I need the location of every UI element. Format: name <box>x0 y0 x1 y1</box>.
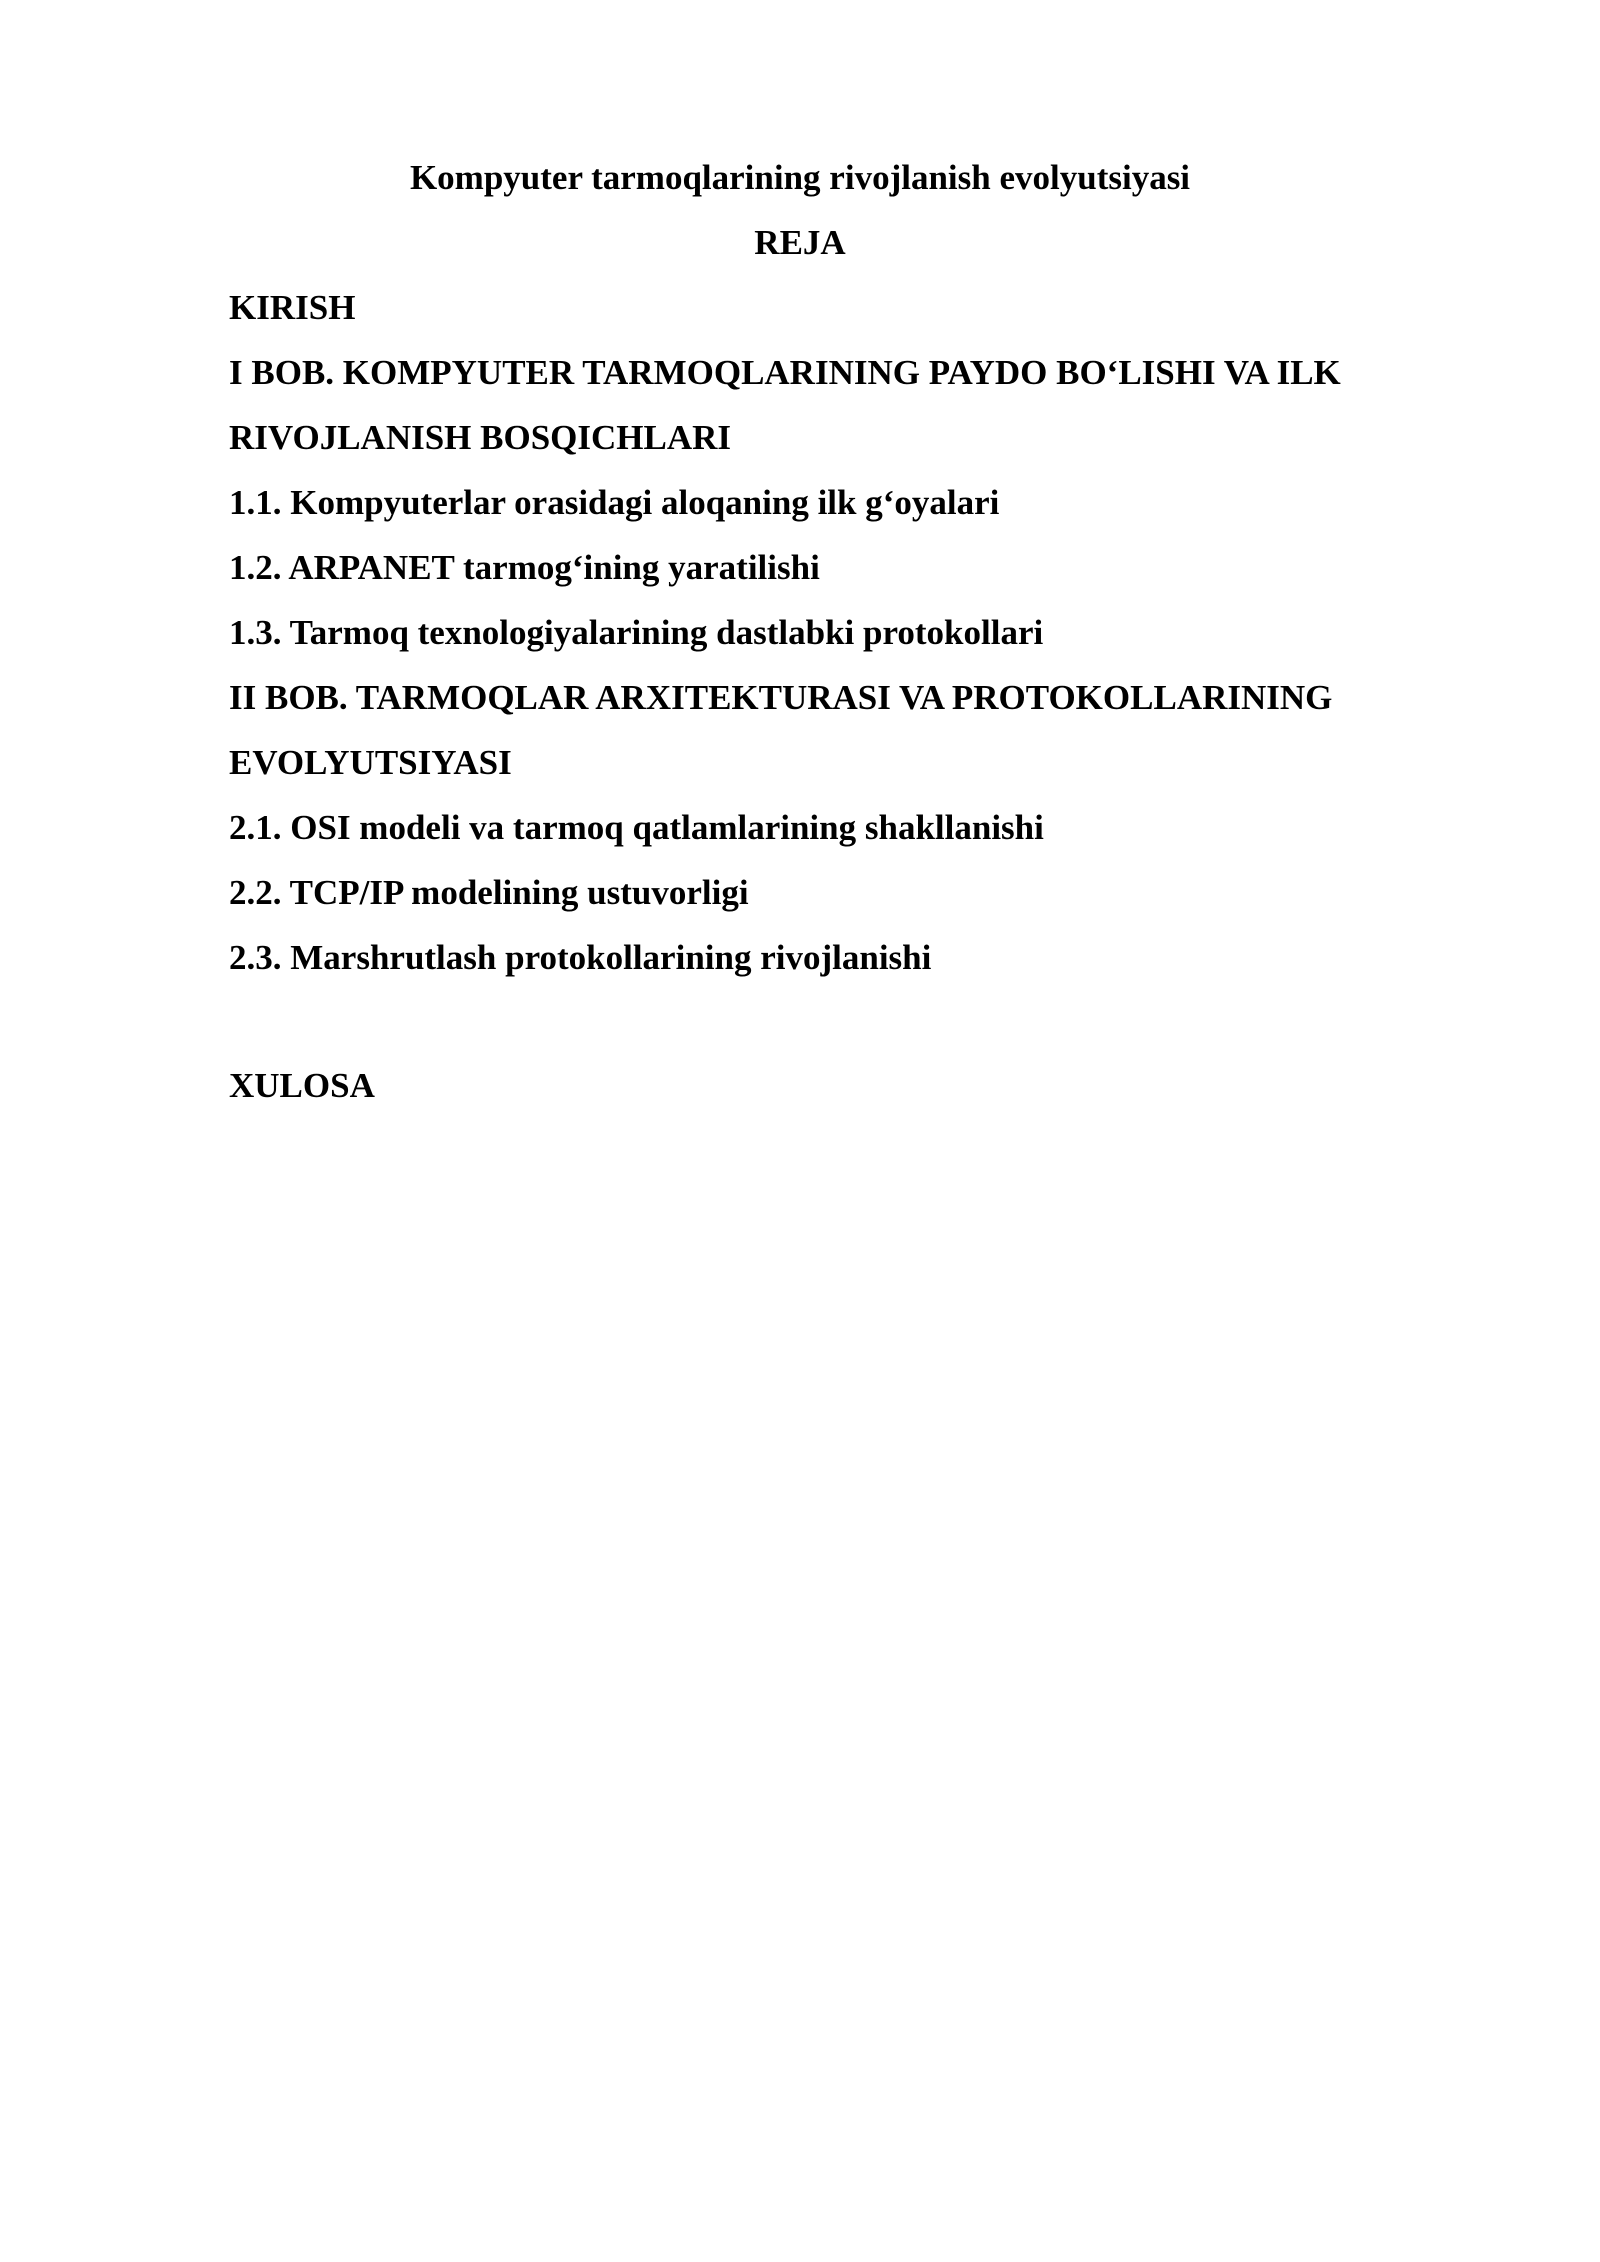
section-1-2: 1.2. ARPANET tarmog‘ining yaratilishi <box>229 548 820 587</box>
section-2-2: 2.2. TCP/IP modelining ustuvorligi <box>229 873 749 912</box>
plan-heading: REJA <box>754 223 846 262</box>
section-2-1: 2.1. OSI modeli va tarmoq qatlamlarining shakllanishi <box>229 808 1044 847</box>
chapter1-heading-line1: I BOB. KOMPYUTER TARMOQLARINING PAYDO BO‘LISHI VA ILK <box>229 353 1341 392</box>
section-1-3: 1.3. Tarmoq texnologiyalarining dastlabki protokollari <box>229 613 1044 652</box>
section-2-3: 2.3. Marshrutlash protokollarining rivojlanishi <box>229 938 932 977</box>
chapter1-heading-line2: RIVOJLANISH BOSQICHLARI <box>229 418 732 457</box>
chapter2-heading-line1: II BOB. TARMOQLAR ARXITEKTURASI VA PROTOKOLLARINING <box>229 678 1333 717</box>
document-title: Kompyuter tarmoqlarining rivojlanish evolyutsiyasi <box>409 158 1191 197</box>
intro-heading: KIRISH <box>229 288 356 327</box>
conclusion-heading: XULOSA <box>229 1066 375 1105</box>
section-1-1: 1.1. Kompyuterlar orasidagi aloqaning ilk g‘oyalari <box>229 483 1000 522</box>
chapter2-heading-line2: EVOLYUTSIYASI <box>229 743 512 782</box>
